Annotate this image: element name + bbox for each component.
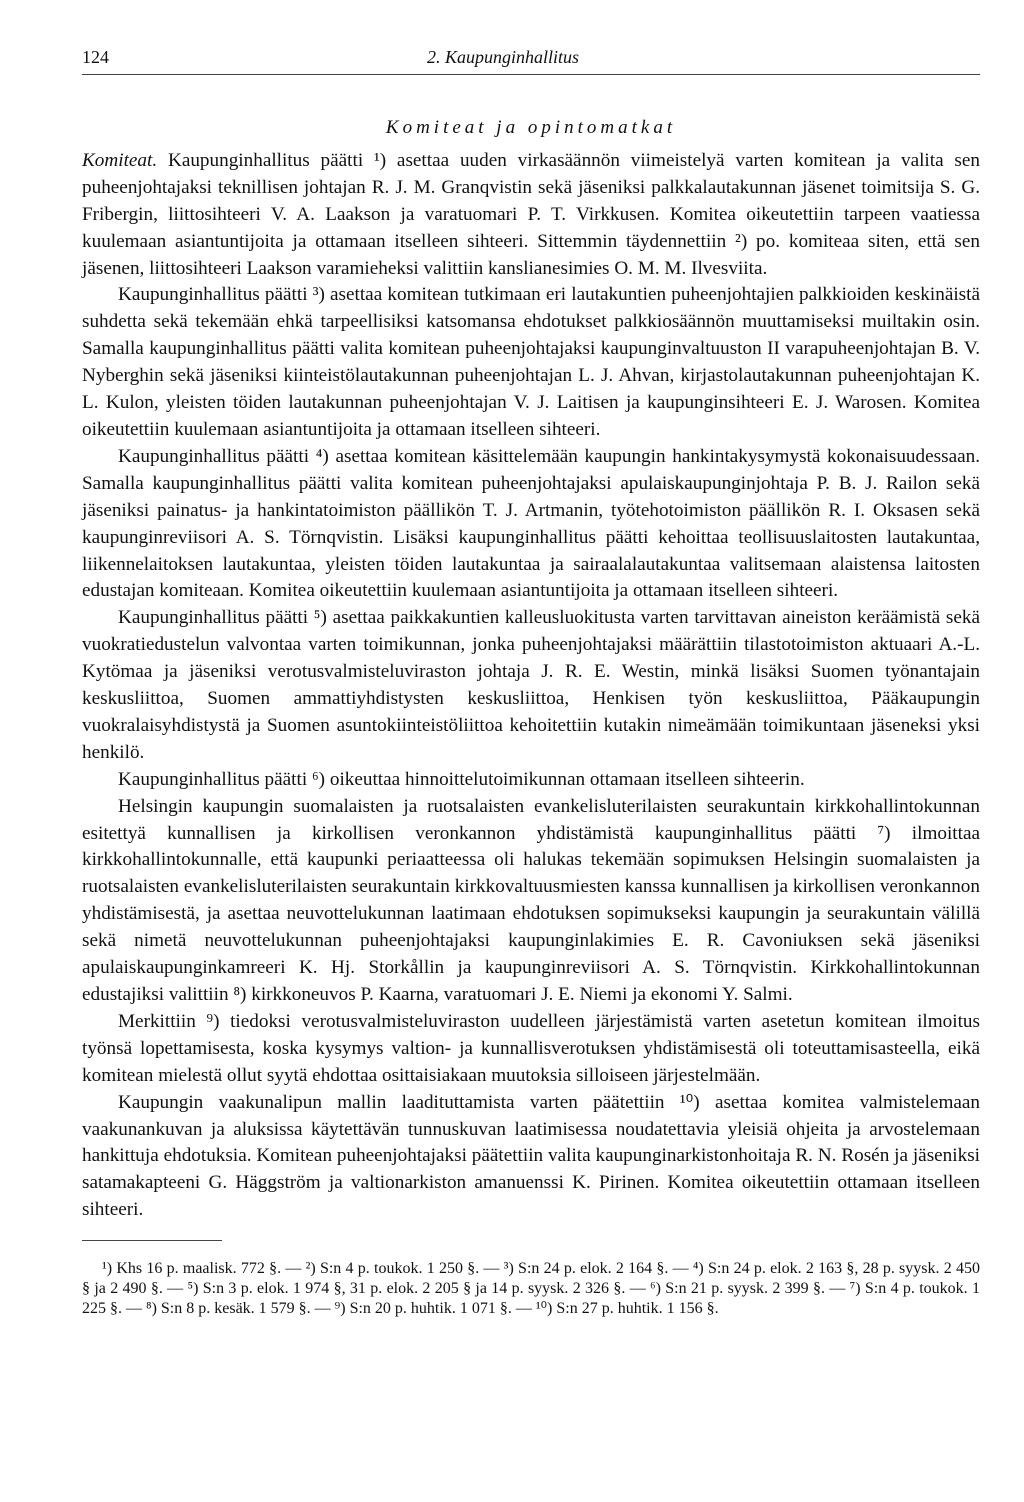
paragraph: Helsingin kaupungin suomalaisten ja ruotsalaisten evankelisluterilaisten seurakuntain kirkkohallintokunnan esitettyä kunnallisen ja kirkollisen veronkannon yhdistämistä kaupunginhallitus päätti ⁷) ilmoittaa kirkkohallintokunnalle, että kaupunki periaatteessa oli halukas tekemään sopimuksen Helsingin suomalaisten ja ruotsalaisten evankelisluterilaisten seurakuntain kirkkovaltuusmiesten kanssa kunnallisen ja kirkollisen veronkannon yhdistämisestä, ja asettaa neuvottelukunnan laatimaan ehdotuksen sopimukseksi kaupungin ja seurakuntain välillä sekä nimetä neuvottelukunnan puheenjohtajaksi kaupunginlakimies E. R. Cavoniuksen sekä jäseniksi apulaiskaupunginkamreeri K. Hj. Storkållin ja kaupunginreviisori A. S. Törnqvistin. Kirkkohallintokunnan edustajiksi valittiin ⁸) kirkkoneuvos P. Kaarna, varatuomari J. E. Niemi ja ekonomi Y. Salmi. [82,795,980,1005]
paragraph-text: Kaupunginhallitus päätti ¹) asettaa uuden virkasäännön viimeistelyä varten komitean ja valita sen puheenjohtajaksi teknillisen johtajan R. J. M. Granqvistin sekä jäseniksi palkkalautakunnan jäsenet toimitsija S. G. Fribergin, liittosihteeri V. A. Laakson ja varatuomari P. T. Virkkusen. Komitea oikeutettiin tarpeen vaatiessa kuulemaan asiantuntijoita ja ottamaan itselleen sihteeri. Sittemmin täydennettiin ²) po. komiteaa siten, että sen jäsenen, liittosihteeri Laakson varamieheksi valittiin kanslianesimies O. M. M. Ilvesviita. [82,149,980,279]
paragraph: Merkittiin ⁹) tiedoksi verotusvalmisteluviraston uudelleen järjestämistä varten asetetun komitean ilmoitus työnsä lopettamisesta, koska kysymys valtion- ja kunnallisverotuksen yhdistämisestä oli toteuttamisasteella, eikä komitean mielestä ollut syytä ehdottaa osittaisiakaan muutoksia silloiseen järjestelmään. [82,1010,980,1086]
section-heading: Komiteat ja opintomatkat [385,117,677,138]
paragraph: Kaupunginhallitus päätti ⁵) asettaa paikkakuntien kalleusluokitusta varten tarvittavan aineiston keräämistä sekä vuokratiedustelun valvontaa varten toimikunnan, jonka puheenjohtajaksi määrättiin tilastotoimiston aktuaari A.-L. Kytömaa ja jäseniksi verotusvalmisteluviraston johtaja J. R. E. Westin, minkä lisäksi Suomen työnantajain keskusliittoa, Suomen ammattiyhdistysten keskusliittoa, Henkisen työn keskusliittoa, Pääkaupungin vuokralaisyhdistystä ja Suomen asuntokiinteistöliittoa kehoitettiin kutakin nimeämään toimikuntaan jäseneksi yksi henkilö. [82,607,980,763]
paragraph-lead: Komiteat. [82,149,158,171]
page-number: 124 [82,47,109,67]
running-title: 2. Kaupunginhallitus [427,47,580,67]
paragraph: Kaupungin vaakunalipun mallin laadituttamista varten päätettiin ¹⁰) asettaa komitea valmistelemaan vaakunankuvan ja aluksissa käytettävän tunnuskuvan laatimisessa noudatettavia yleisiä ohjeita ja arvostelemaan hankittuja ehdotuksia. Komitean puheenjohtajaksi päätettiin valita kaupunginarkistonhoitaja R. N. Rosén ja jäseniksi satamakapteeni G. Häggström ja valtionarkiston amanuenssi K. Pirinen. Komitea oikeutettiin ottamaan itselleen sihteeri. [82,1091,980,1221]
paragraph: Kaupunginhallitus päätti ⁴) asettaa komitean käsittelemään kaupungin hankintakysymystä kokonaisuudessaan. Samalla kaupunginhallitus päätti valita komitean puheenjohtajaksi apulaiskaupunginjohtaja P. B. J. Railon sekä jäseniksi painatus- ja hankintatoimiston päällikön T. J. Artmanin, työtehotoimiston päällikön R. I. Oksasen sekä kaupunginreviisori A. S. Törnqvistin. Lisäksi kaupunginhallitus päätti kehoittaa teollisuuslaitosten lautakuntaa, liikennelaitoksen lautakuntaa, yleisten töiden lautakuntaa ja sairaalalautakuntaa valitsemaan alaistensa laitosten edustajan komiteaan. Komitea oikeutettiin kuulemaan asiantuntijoita ja ottamaan itselleen sihteeri. [82,445,980,602]
footnote-divider [82,1240,222,1241]
document-page [82,44,980,1319]
paragraph [82,148,980,283]
paragraph: Kaupunginhallitus päätti ⁶) oikeuttaa hinnoittelutoimikunnan ottamaan itselleen sihteerin. [118,768,805,790]
paragraph: Kaupunginhallitus päätti ³) asettaa komitean tutkimaan eri lautakuntien puheenjohtajien palkkioiden keskinäistä suhdetta sekä tekemään ehkä tarpeellisiksi katsomansa ehdotukset palkkiosäännön muuttamiseksi muiltakin osin. Samalla kaupunginhallitus päätti valita komitean puheenjohtajaksi kaupunginvaltuuston II varapuheenjohtajan B. V. Nyberghin sekä jäseniksi kiinteistölautakunnan puheenjohtajan L. J. Ahvan, kirjastolautakunnan puheenjohtajan K. L. Kulon, yleisten töiden lautakunnan puheenjohtajan V. J. Laitisen ja kaupunginsihteeri E. J. Warosen. Komitea oikeutettiin kuulemaan asiantuntijoita ja ottamaan itselleen sihteeri. [82,284,980,440]
footnotes: ¹) Khs 16 p. maalisk. 772 §. — ²) S:n 4 p. toukok. 1 250 §. — ³) S:n 24 p. elok. 2 164 §. — ⁴) S:n 24 p. elok. 2 163 §, 28 p. syysk. 2 450 § ja 2 490 §. — ⁵) S:n 3 p. elok. 1 974 §, 31 p. elok. 2 205 § ja 14 p. syysk. 2 326 §. — ⁶) S:n 21 p. syysk. 2 399 §. — ⁷) S:n 4 p. toukok. 1 225 §. — ⁸) S:n 8 p. kesäk. 1 579 §. — ⁹) S:n 20 p. huhtik. 1 071 §. — ¹⁰) S:n 27 p. huhtik. 1 156 §. [82,1260,980,1318]
page-header [82,44,980,75]
